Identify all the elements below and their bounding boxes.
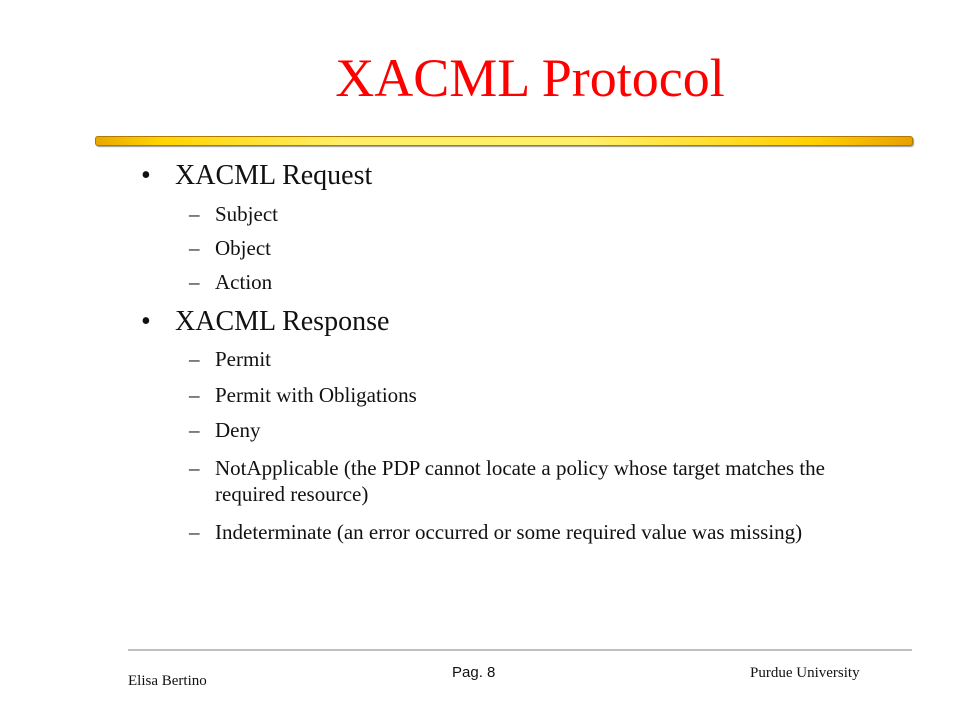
subitem-text: Action bbox=[215, 270, 273, 294]
footer-institution: Purdue University bbox=[750, 665, 860, 681]
subitem-text: NotApplicable (the PDP cannot locate a policy whose target matches the required resource) bbox=[215, 456, 825, 506]
subitem-text: Permit bbox=[215, 347, 271, 371]
footer-divider bbox=[128, 649, 912, 651]
subitem bbox=[189, 235, 889, 261]
subitem-text: Indeterminate (an error occurred or some required value was missing) bbox=[215, 520, 803, 544]
footer-author: Elisa Bertino bbox=[128, 673, 207, 689]
dash-icon: – bbox=[189, 456, 200, 480]
dash-icon: – bbox=[189, 270, 200, 294]
dash-icon: – bbox=[189, 347, 200, 371]
page-number: Pag. 8 bbox=[452, 664, 496, 681]
subitem bbox=[189, 417, 889, 443]
dash-icon: – bbox=[189, 383, 200, 407]
subitem bbox=[189, 455, 889, 507]
bullet-label: XACML Request bbox=[175, 160, 373, 191]
subitem bbox=[189, 519, 889, 545]
bullet-label: XACML Response bbox=[175, 306, 390, 337]
subitem bbox=[189, 346, 889, 372]
subitem bbox=[189, 382, 889, 408]
bullet-item-response bbox=[141, 306, 389, 338]
subitem bbox=[189, 201, 889, 227]
subitem-text: Permit with Obligations bbox=[215, 383, 417, 407]
subitem-text: Object bbox=[215, 236, 271, 260]
subitem-text: Deny bbox=[215, 418, 261, 442]
dash-icon: – bbox=[189, 236, 200, 260]
dash-icon: – bbox=[189, 520, 200, 544]
bullet-item-request bbox=[141, 160, 372, 192]
title-divider bbox=[95, 136, 913, 146]
subitem bbox=[189, 269, 889, 295]
dash-icon: – bbox=[189, 202, 200, 226]
slide-title: XACML Protocol bbox=[335, 48, 725, 108]
dash-icon: – bbox=[189, 418, 200, 442]
subitem-text: Subject bbox=[215, 202, 278, 226]
bullet-icon: • bbox=[141, 306, 151, 337]
bullet-icon: • bbox=[141, 160, 151, 191]
